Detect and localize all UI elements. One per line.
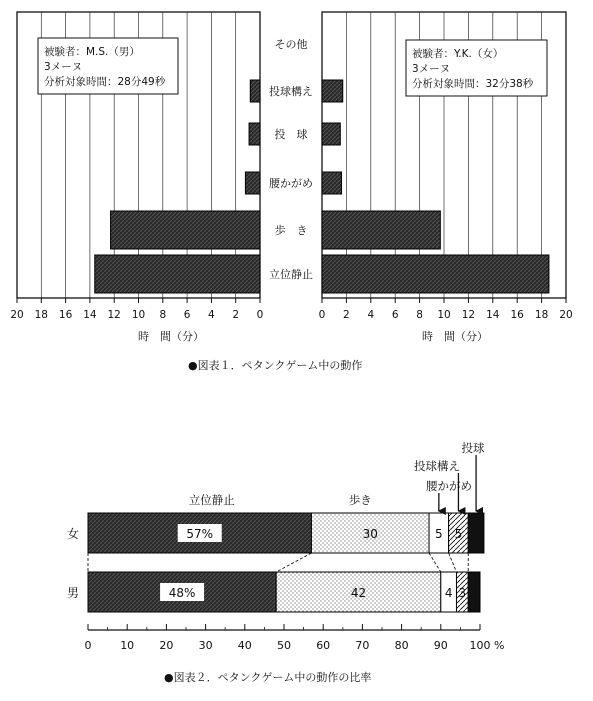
- right-tick-label: 20: [559, 309, 573, 321]
- left-info-line-2: 3メーヌ: [44, 61, 83, 73]
- stacked-x-axis: [85, 624, 505, 652]
- category-labels: [269, 37, 313, 281]
- left-tick-label: 8: [159, 309, 167, 321]
- right-info-line-2: 3メーヌ: [412, 63, 451, 75]
- left-tick-label: 16: [58, 309, 73, 321]
- stacked-value-label: 5: [454, 527, 463, 541]
- left-info-line-1: 被験者：M.S.（男）: [44, 46, 140, 58]
- right-tick-label: 10: [437, 309, 451, 321]
- right-x-axis-label: 時 間（分）: [422, 330, 488, 343]
- x-tick-label: 70: [355, 639, 370, 652]
- series-label: 立位静止: [188, 493, 235, 507]
- right-bar: [322, 255, 549, 293]
- left-tick-label: 10: [131, 309, 146, 321]
- left-x-axis-label: 時 間（分）: [138, 330, 204, 343]
- left-tick-label: 18: [34, 309, 48, 321]
- figure-1-caption: ●図表１．ペタンクゲーム中の動作: [188, 359, 363, 372]
- left-info-line-3: 分析対象時間：28分49秒: [44, 76, 166, 88]
- left-bar: [95, 255, 260, 293]
- left-tick-labels: [10, 309, 263, 321]
- series-label: 歩き: [348, 493, 372, 507]
- row-label: 男: [66, 586, 80, 600]
- connector-line: [449, 553, 457, 572]
- stacked-value-label: 4: [472, 527, 480, 541]
- x-tick-label: 30: [198, 639, 213, 652]
- left-tick-label: 6: [183, 309, 191, 321]
- left-tick-label: 0: [256, 309, 264, 321]
- right-bar: [322, 172, 342, 194]
- right-tick-label: 14: [486, 309, 500, 321]
- right-tick-label: 2: [343, 309, 350, 321]
- stacked-chart: [67, 441, 504, 652]
- x-tick-label: 90: [433, 639, 448, 652]
- stacked-series-labels: [189, 441, 485, 511]
- stacked-value-label: 5: [435, 527, 443, 541]
- right-info-line-1: 被験者：Y.K.（女）: [412, 48, 504, 60]
- stacked-connectors: [88, 553, 468, 572]
- right-tick-label: 16: [510, 309, 524, 321]
- category-label: 立位静止: [269, 268, 313, 281]
- stacked-bars: [88, 513, 484, 612]
- left-bar: [250, 80, 260, 102]
- category-label: その他: [274, 38, 308, 51]
- right-tick-label: 0: [318, 309, 326, 321]
- left-tick-label: 12: [107, 309, 121, 321]
- right-tick-label: 4: [367, 309, 375, 321]
- right-tick-label: 6: [391, 309, 399, 321]
- stacked-value-label: 57%: [186, 527, 214, 541]
- right-tick-label: 12: [461, 309, 476, 321]
- left-tick-label: 4: [208, 309, 215, 321]
- series-label: 投球: [461, 441, 485, 455]
- left-tick-label: 2: [232, 309, 240, 321]
- x-tick-label: 50: [277, 639, 291, 652]
- connector-line: [429, 553, 441, 572]
- stacked-row-labels: [67, 527, 79, 600]
- x-tick-label: 10: [120, 639, 135, 652]
- x-tick-label: 40: [237, 639, 252, 652]
- right-panel: [319, 12, 573, 343]
- series-label: 投球構え: [414, 459, 460, 473]
- connector-line: [276, 553, 311, 572]
- category-label: 歩 き: [274, 224, 308, 237]
- left-bar: [245, 172, 260, 194]
- stacked-value-label: 4: [444, 586, 453, 600]
- x-tick-label: 100: [469, 639, 491, 652]
- left-bar: [249, 123, 260, 145]
- left-panel: [10, 12, 263, 343]
- right-tick-labels: [319, 309, 573, 321]
- category-label: 投球構え: [269, 85, 313, 98]
- right-bar: [322, 211, 440, 249]
- right-tick-label: 18: [534, 309, 549, 321]
- stacked-value-label: 30: [362, 527, 378, 541]
- row-label: 女: [66, 527, 80, 541]
- right-bar: [322, 80, 343, 102]
- left-tick-label: 20: [10, 309, 24, 321]
- stacked-value-label: 48%: [168, 586, 196, 600]
- x-tick-label: 80: [394, 639, 409, 652]
- stacked-value-label: 42: [350, 586, 367, 600]
- category-label: 腰かがめ: [269, 177, 313, 190]
- stacked-value-label: 3: [470, 586, 478, 600]
- x-unit-label: %: [494, 639, 505, 652]
- x-tick-label: 20: [159, 639, 174, 652]
- right-tick-label: 8: [416, 309, 423, 321]
- stacked-value-label: 3: [458, 586, 467, 600]
- x-tick-label: 0: [84, 639, 92, 652]
- x-tick-label: 60: [316, 639, 331, 652]
- series-label: 腰かがめ: [426, 479, 472, 493]
- category-label: 投 球: [274, 128, 308, 141]
- right-info-line-3: 分析対象時間：32分38秒: [412, 78, 534, 90]
- figure-2-caption: ●図表２．ペタンクゲーム中の動作の比率: [164, 671, 372, 684]
- left-bar: [111, 211, 260, 249]
- right-bar: [322, 123, 340, 145]
- left-tick-label: 14: [83, 309, 97, 321]
